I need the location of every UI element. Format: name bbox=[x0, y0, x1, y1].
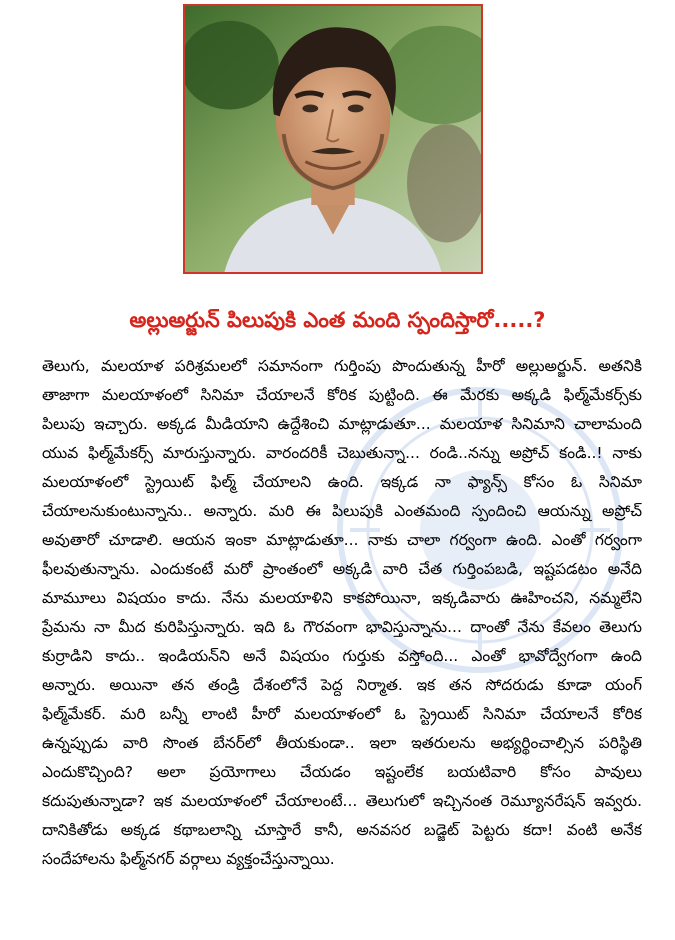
article-line: ప్రేమను నా మీద కురిపిస్తున్నారు. ఇది ఓ గౌరవంగా భావిస్తున్నాను... దాంతో నేను కేవలం తెలుగు bbox=[42, 618, 642, 636]
article-line: తెలుగు, మలయాళ పరిశ్రమలలో సమానంగా గుర్తింపు పొందుతున్న హీరో అల్లుఅర్జున్. అతనికి bbox=[42, 357, 642, 375]
article-line: యువ ఫిల్మ్‌మేకర్స్ మారుస్తున్నారు. వారందరికీ చెబుతున్నా... రండి..నన్ను అప్రోచ్ కండి..! నాకు bbox=[42, 444, 642, 462]
article-line: తాజాగా మలయాళంలో సినిమా చేయాలనే కోరిక పుట్టింది. ఈ మేరకు అక్కడి ఫిల్మ్‌మేకర్స్‌కు bbox=[42, 386, 642, 404]
article-line: చేయాలనుకుంటున్నాను.. అన్నారు. మరి ఈ పిలుపుకి ఎంతమంది స్పందించి ఆయన్ను అప్రోచ్ bbox=[42, 502, 642, 520]
article-line: మామూలు విషయం కాదు. నేను మలయాళిని కాకపోయినా, ఇక్కడివారు ఊహించని, నమ్మలేని bbox=[42, 589, 642, 607]
article-line: సందేహాలను ఫిల్మ్‌నగర్ వర్గాలు వ్యక్తంచేస్తున్నాయి. bbox=[42, 850, 335, 868]
article-body bbox=[42, 352, 642, 874]
article-line: అన్నారు. అయినా తన తండ్రి దేశంలోనే పెద్ద నిర్మాత. ఇక తన సోదరుడు కూడా యంగ్ bbox=[42, 676, 642, 694]
article-line: ఫీలవుతున్నాను. ఎందుకంటే మరో ప్రాంతంలో అక్కడి వారి చేత గుర్తింపబడి, ఇష్టపడటం అనేది bbox=[42, 560, 642, 578]
article-line: ఫిల్మ్‌మేకర్. మరి బన్నీ లాంటి హీరో మలయాళంలో ఓ స్ట్రెయిట్ సినిమా చేయాలనే కోరిక bbox=[42, 705, 642, 723]
article-line: ఉన్నప్పుడు వారి సొంత బేనర్‌లో తీయకుండా.. ఇలా ఇతరులను అభ్యర్థించాల్సిన పరిస్థితి bbox=[42, 734, 642, 752]
article-line: కుర్రాడిని కాదు.. ఇండియన్‌ని అనే విషయం గుర్తుకు వస్తోంది... ఎంతో భావోద్వేగంగా ఉంది bbox=[42, 647, 642, 665]
article-line: ఎందుకొచ్చింది? అలా ప్రయోగాలు చేయడం ఇష్టంలేక బయటివారి కోసం పావులు bbox=[42, 763, 642, 781]
article-line: పిలుపు ఇచ్చారు. అక్కడ మీడియాని ఉద్దేశించి మాట్లాడుతూ... మలయాళ సినిమాని చాలామంది bbox=[42, 415, 642, 433]
portrait-illustration bbox=[185, 6, 481, 272]
article-headline: అల్లుఅర్జున్ పిలుపుకి ఎంత మంది స్పందిస్తారో.....? bbox=[129, 308, 546, 332]
article-line: కదుపుతున్నాడా? ఇక మలయాళంలో చేయాలంటే... తెలుగులో ఇచ్చినంత రెమ్యూనరేషన్ ఇవ్వరు. bbox=[42, 792, 642, 810]
article-line: అవుతారో చూడాలి. ఆయన ఇంకా మాట్లాడుతూ... నాకు చాలా గర్వంగా ఉంది. ఎంతో గర్వంగా bbox=[42, 531, 642, 549]
article-line: మలయాళంలో స్ట్రెయిట్ ఫిల్మ్ చేయాలని ఉంది. ఇక్కడ నా ఫ్యాన్స్ కోసం ఓ సినిమా bbox=[42, 473, 642, 491]
portrait-photo bbox=[183, 4, 483, 274]
article-line: దానికితోడు అక్కడ కథాబలాన్ని చూస్తారే కానీ, అనవసర బడ్జెట్ పెట్టరు కదా! వంటి అనేక bbox=[42, 821, 642, 839]
